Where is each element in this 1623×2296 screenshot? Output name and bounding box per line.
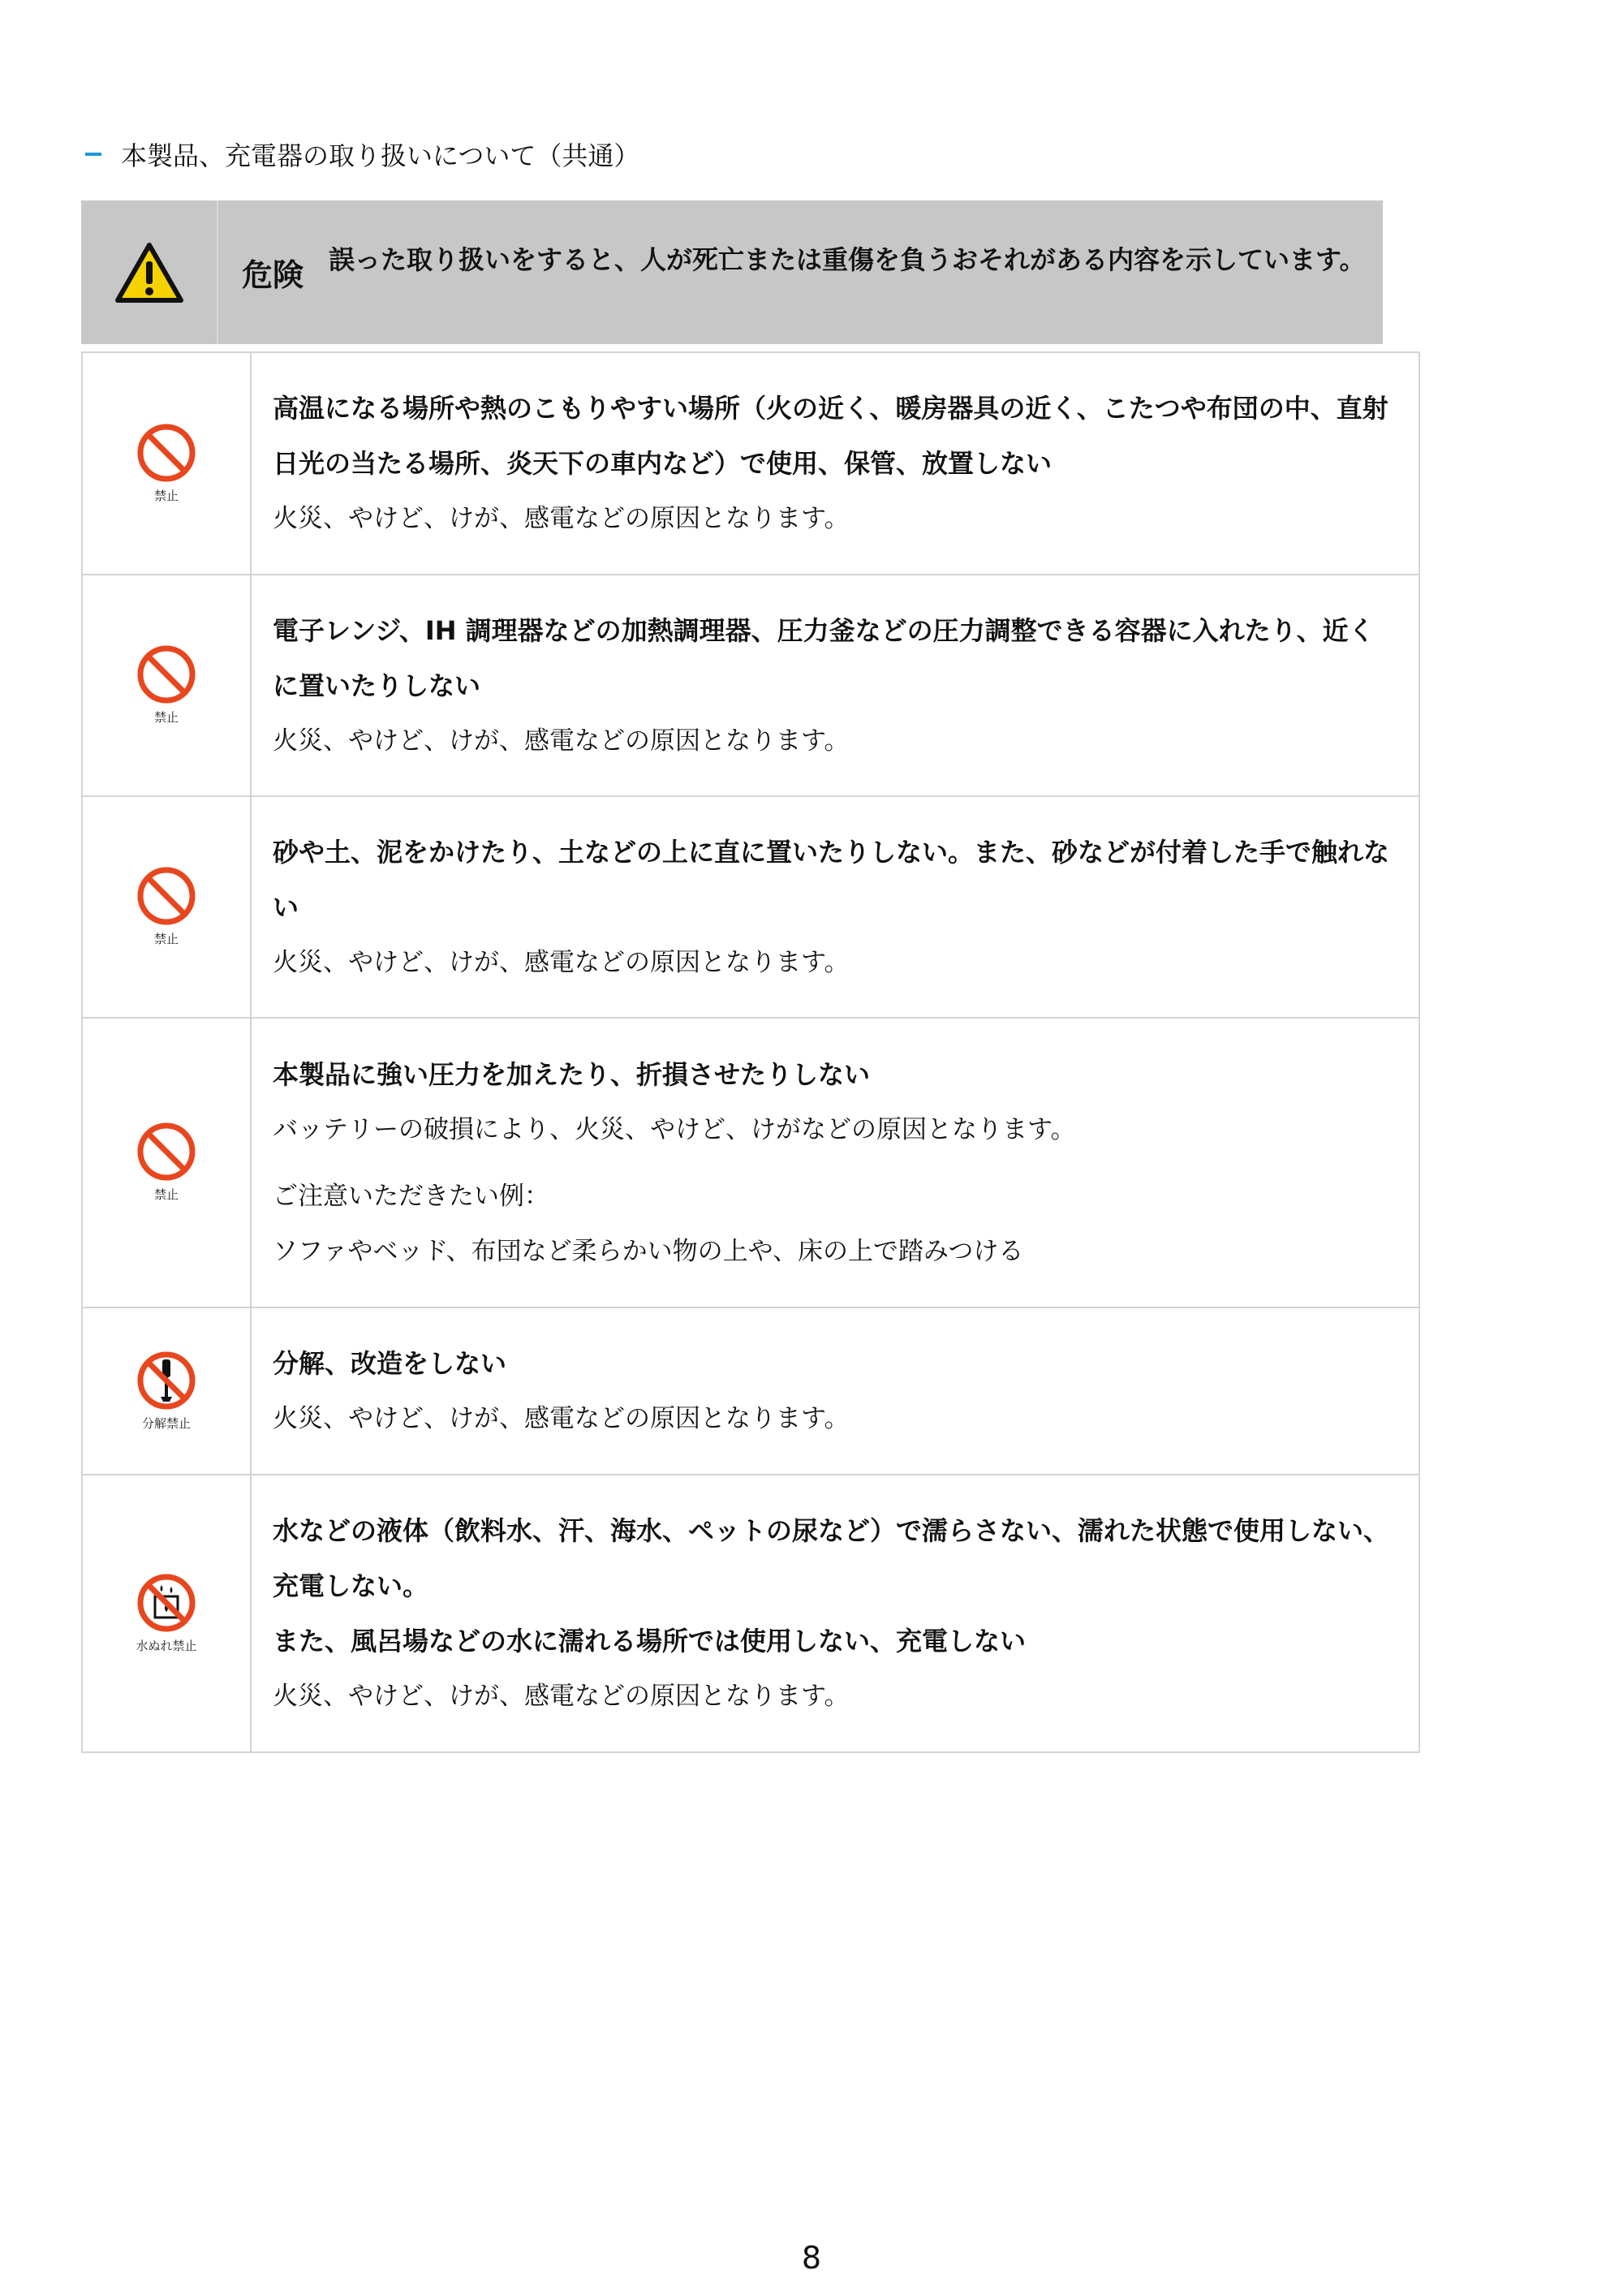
- section-title-text: 本製品、充電器の取り扱いについて（共通）: [121, 140, 640, 171]
- rule-body: 火災、やけど、けが、感電などの原因となります。: [273, 726, 850, 756]
- rule-heading-2: また、風呂場などの水に濡れる場所では使用しない、充電しない: [273, 1626, 1027, 1656]
- table-row: [82, 1307, 1419, 1475]
- prohibition-icon: [137, 1122, 196, 1181]
- table-row: [82, 1018, 1419, 1307]
- rule-heading: 本製品に強い圧力を加えたり、折損させたりしない: [273, 1058, 871, 1090]
- text-cell: [251, 575, 1419, 796]
- rule-example-label: ご注意いただきたい例：: [273, 1181, 549, 1211]
- rule-heading: 水などの液体（飲料水、汗、海水、ペットの尿など）で濡らさない、濡れた状態で使用しない、充電しない。: [273, 1515, 1390, 1601]
- icon-caption: 禁止: [153, 710, 179, 725]
- icon-cell: [82, 1018, 251, 1307]
- table-row: [82, 352, 1419, 575]
- icon-caption: 禁止: [153, 932, 179, 946]
- icon-cell: [82, 1475, 251, 1752]
- rule-heading: 高温になる場所や熱のこもりやすい場所（火の近く、暖房器具の近く、こたつや布団の中、直射日光の当たる場所、炎天下の車内など）で使用、保管、放置しない: [273, 393, 1388, 479]
- icon-caption: 分解禁止: [141, 1415, 191, 1431]
- icon-caption: 水ぬれ禁止: [136, 1638, 197, 1653]
- warning-triangle-icon: [114, 242, 184, 304]
- danger-label: 危険: [241, 257, 304, 293]
- danger-banner: [81, 200, 1383, 344]
- icon-caption: 禁止: [153, 488, 179, 503]
- rule-body: 火災、やけど、けが、感電などの原因となります。: [273, 1404, 850, 1433]
- page-number: 8: [801, 2240, 822, 2276]
- rule-heading: 分解、改造をしない: [273, 1348, 507, 1379]
- text-cell: [251, 1307, 1419, 1475]
- prohibition-icon: [137, 645, 196, 704]
- icon-cell: [82, 1307, 251, 1475]
- text-cell: [251, 1475, 1419, 1752]
- text-cell: [251, 796, 1419, 1018]
- accent-dash: [85, 153, 101, 156]
- rule-body: 火災、やけど、けが、感電などの原因となります。: [273, 504, 850, 533]
- rule-heading: 砂や土、泥をかけたり、土などの上に直に置いたりしない。また、砂などが付着した手で触れない: [273, 836, 1390, 923]
- rule-body: バッテリーの破損により、火災、やけど、けがなどの原因となります。: [273, 1114, 1076, 1144]
- danger-description: 誤った取り扱いをすると、人が死亡または重傷を負うおそれがある内容を示しています。: [329, 244, 1366, 275]
- icon-cell: [82, 796, 251, 1018]
- rule-example: ソファやベッド、布団など柔らかい物の上や、床の上で踏みつける: [273, 1236, 1024, 1266]
- prohibition-icon: [137, 867, 196, 925]
- text-cell: [251, 352, 1419, 575]
- rule-body: 火災、やけど、けが、感電などの原因となります。: [273, 1682, 850, 1711]
- banner-icon-cell: [81, 200, 218, 344]
- icon-caption: 禁止: [153, 1187, 179, 1202]
- text-cell: [251, 1018, 1419, 1307]
- table-row: [82, 796, 1419, 1018]
- rule-heading: 電子レンジ、IH 調理器などの加熱調理器、圧力釜などの圧力調整できる容器に入れたり、近くに置いたりしない: [273, 614, 1375, 701]
- section-title: [85, 135, 639, 174]
- icon-cell: [82, 352, 251, 575]
- icon-cell: [82, 575, 251, 796]
- no-disassembly-icon: [137, 1351, 196, 1410]
- prohibition-icon: [137, 424, 196, 482]
- no-water-icon: [137, 1574, 196, 1632]
- safety-table: [81, 351, 1420, 1753]
- table-row: [82, 1475, 1419, 1752]
- table-row: [82, 575, 1419, 796]
- rule-body: 火災、やけど、けが、感電などの原因となります。: [273, 947, 850, 977]
